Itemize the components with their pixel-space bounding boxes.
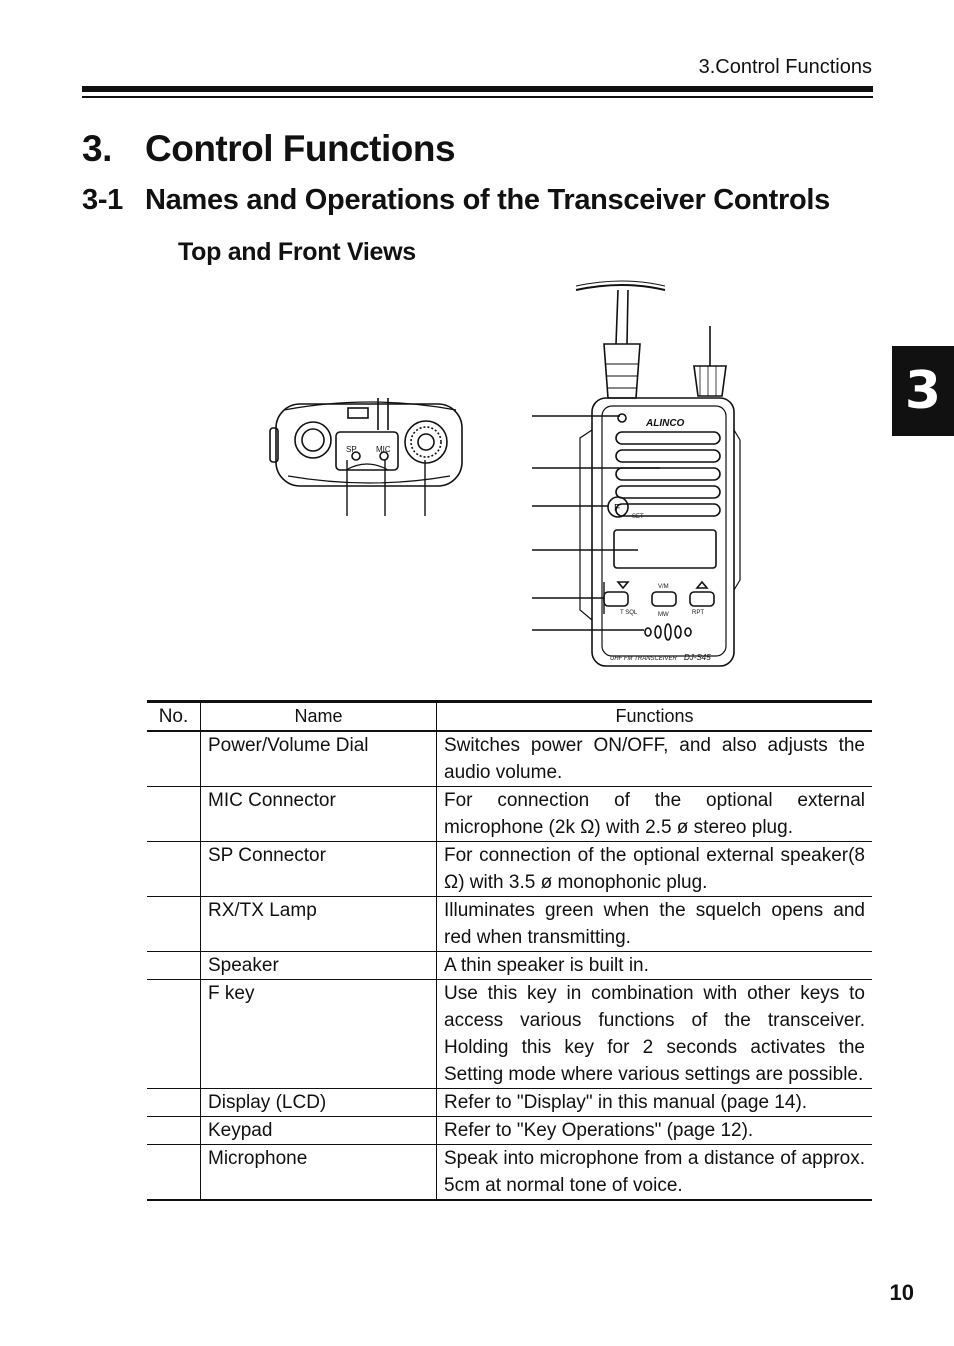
power-volume-knob-icon bbox=[694, 366, 726, 396]
table-row bbox=[147, 897, 872, 952]
row-function: Illuminates green when the squelch opens and red when transmitting. bbox=[437, 897, 873, 952]
subsection-heading: Top and Front Views bbox=[178, 238, 416, 266]
set-label: SET bbox=[632, 514, 644, 520]
row-function: Switches power ON/OFF, and also adjusts the audio volume. bbox=[437, 731, 873, 787]
row-name: Power/Volume Dial bbox=[201, 731, 437, 787]
header-rule-thick bbox=[82, 86, 873, 92]
row-no bbox=[147, 731, 201, 787]
top-view bbox=[270, 398, 462, 486]
mw-label: MW bbox=[658, 612, 669, 618]
chapter-heading bbox=[82, 128, 455, 170]
row-function: Speak into microphone from a distance of approx. 5cm at normal tone of voice. bbox=[437, 1145, 873, 1201]
row-name: Display (LCD) bbox=[201, 1089, 437, 1117]
row-name: F key bbox=[201, 980, 437, 1089]
table-row bbox=[147, 842, 872, 897]
row-no bbox=[147, 842, 201, 897]
table-row bbox=[147, 1117, 872, 1145]
model-caption: UHF FM TRANSCEIVER bbox=[610, 656, 677, 662]
table-row bbox=[147, 787, 872, 842]
row-name: RX/TX Lamp bbox=[201, 897, 437, 952]
row-no bbox=[147, 1117, 201, 1145]
front-view bbox=[576, 281, 740, 666]
row-function: For connection of the optional external speaker(8 Ω) with 3.5 ø monophonic plug. bbox=[437, 842, 873, 897]
header-name: Name bbox=[201, 702, 437, 732]
table-row bbox=[147, 980, 872, 1089]
header-no: No. bbox=[147, 702, 201, 732]
model-name: DJ-S45 bbox=[684, 653, 711, 662]
row-function: Refer to "Display" in this manual (page 14). bbox=[437, 1089, 873, 1117]
f-key-label: F bbox=[614, 503, 621, 514]
controls-table bbox=[147, 700, 872, 1201]
table-header-row bbox=[147, 702, 872, 732]
table-row bbox=[147, 952, 872, 980]
row-no bbox=[147, 952, 201, 980]
table-row bbox=[147, 1089, 872, 1117]
row-no bbox=[147, 1089, 201, 1117]
header-rule-thin bbox=[82, 96, 873, 98]
mw-button bbox=[652, 592, 676, 606]
rpt-button bbox=[690, 592, 714, 606]
chapter-tab: 3 bbox=[892, 346, 954, 436]
vm-label: V/M bbox=[658, 584, 669, 590]
brand-logo: ALINCO bbox=[646, 418, 685, 429]
rx-tx-lamp-icon bbox=[618, 414, 626, 422]
mic-label: MIC bbox=[376, 445, 391, 454]
row-function: A thin speaker is built in. bbox=[437, 952, 873, 980]
row-function: Refer to "Key Operations" (page 12). bbox=[437, 1117, 873, 1145]
antenna-icon bbox=[604, 344, 640, 398]
antenna-base-icon bbox=[295, 422, 331, 458]
row-name: SP Connector bbox=[201, 842, 437, 897]
row-no bbox=[147, 1145, 201, 1201]
table-row bbox=[147, 731, 872, 787]
transceiver-figure bbox=[260, 280, 750, 670]
running-header: 3.Control Functions bbox=[698, 56, 872, 78]
transceiver-illustration bbox=[260, 280, 750, 670]
row-function: Use this key in combination with other keys to access various functions of the transceiver. Holding this key for 2 seconds activates the Setting mode where various settings are possible. bbox=[437, 980, 873, 1089]
row-no bbox=[147, 980, 201, 1089]
section-heading-title: Names and Operations of the Transceiver Controls bbox=[145, 184, 831, 216]
rpt-label: RPT bbox=[692, 610, 704, 616]
chapter-heading-number: 3. bbox=[82, 128, 112, 169]
row-no bbox=[147, 897, 201, 952]
row-no bbox=[147, 787, 201, 842]
microphone-icon bbox=[645, 624, 691, 640]
row-name: Speaker bbox=[201, 952, 437, 980]
header-functions: Functions bbox=[437, 702, 873, 732]
page-number: 10 bbox=[889, 1280, 914, 1305]
row-name: MIC Connector bbox=[201, 787, 437, 842]
sp-label: SP bbox=[346, 445, 357, 454]
row-name: Keypad bbox=[201, 1117, 437, 1145]
chapter-heading-title: Control Functions bbox=[145, 128, 456, 169]
section-heading bbox=[82, 184, 830, 217]
row-function: For connection of the optional external microphone (2k Ω) with 2.5 ø stereo plug. bbox=[437, 787, 873, 842]
table-row bbox=[147, 1145, 872, 1201]
tsql-button bbox=[604, 592, 628, 606]
lcd-display-icon bbox=[614, 530, 716, 568]
row-name: Microphone bbox=[201, 1145, 437, 1201]
tsql-label: T SQL bbox=[620, 610, 638, 616]
section-heading-number: 3-1 bbox=[82, 184, 124, 216]
